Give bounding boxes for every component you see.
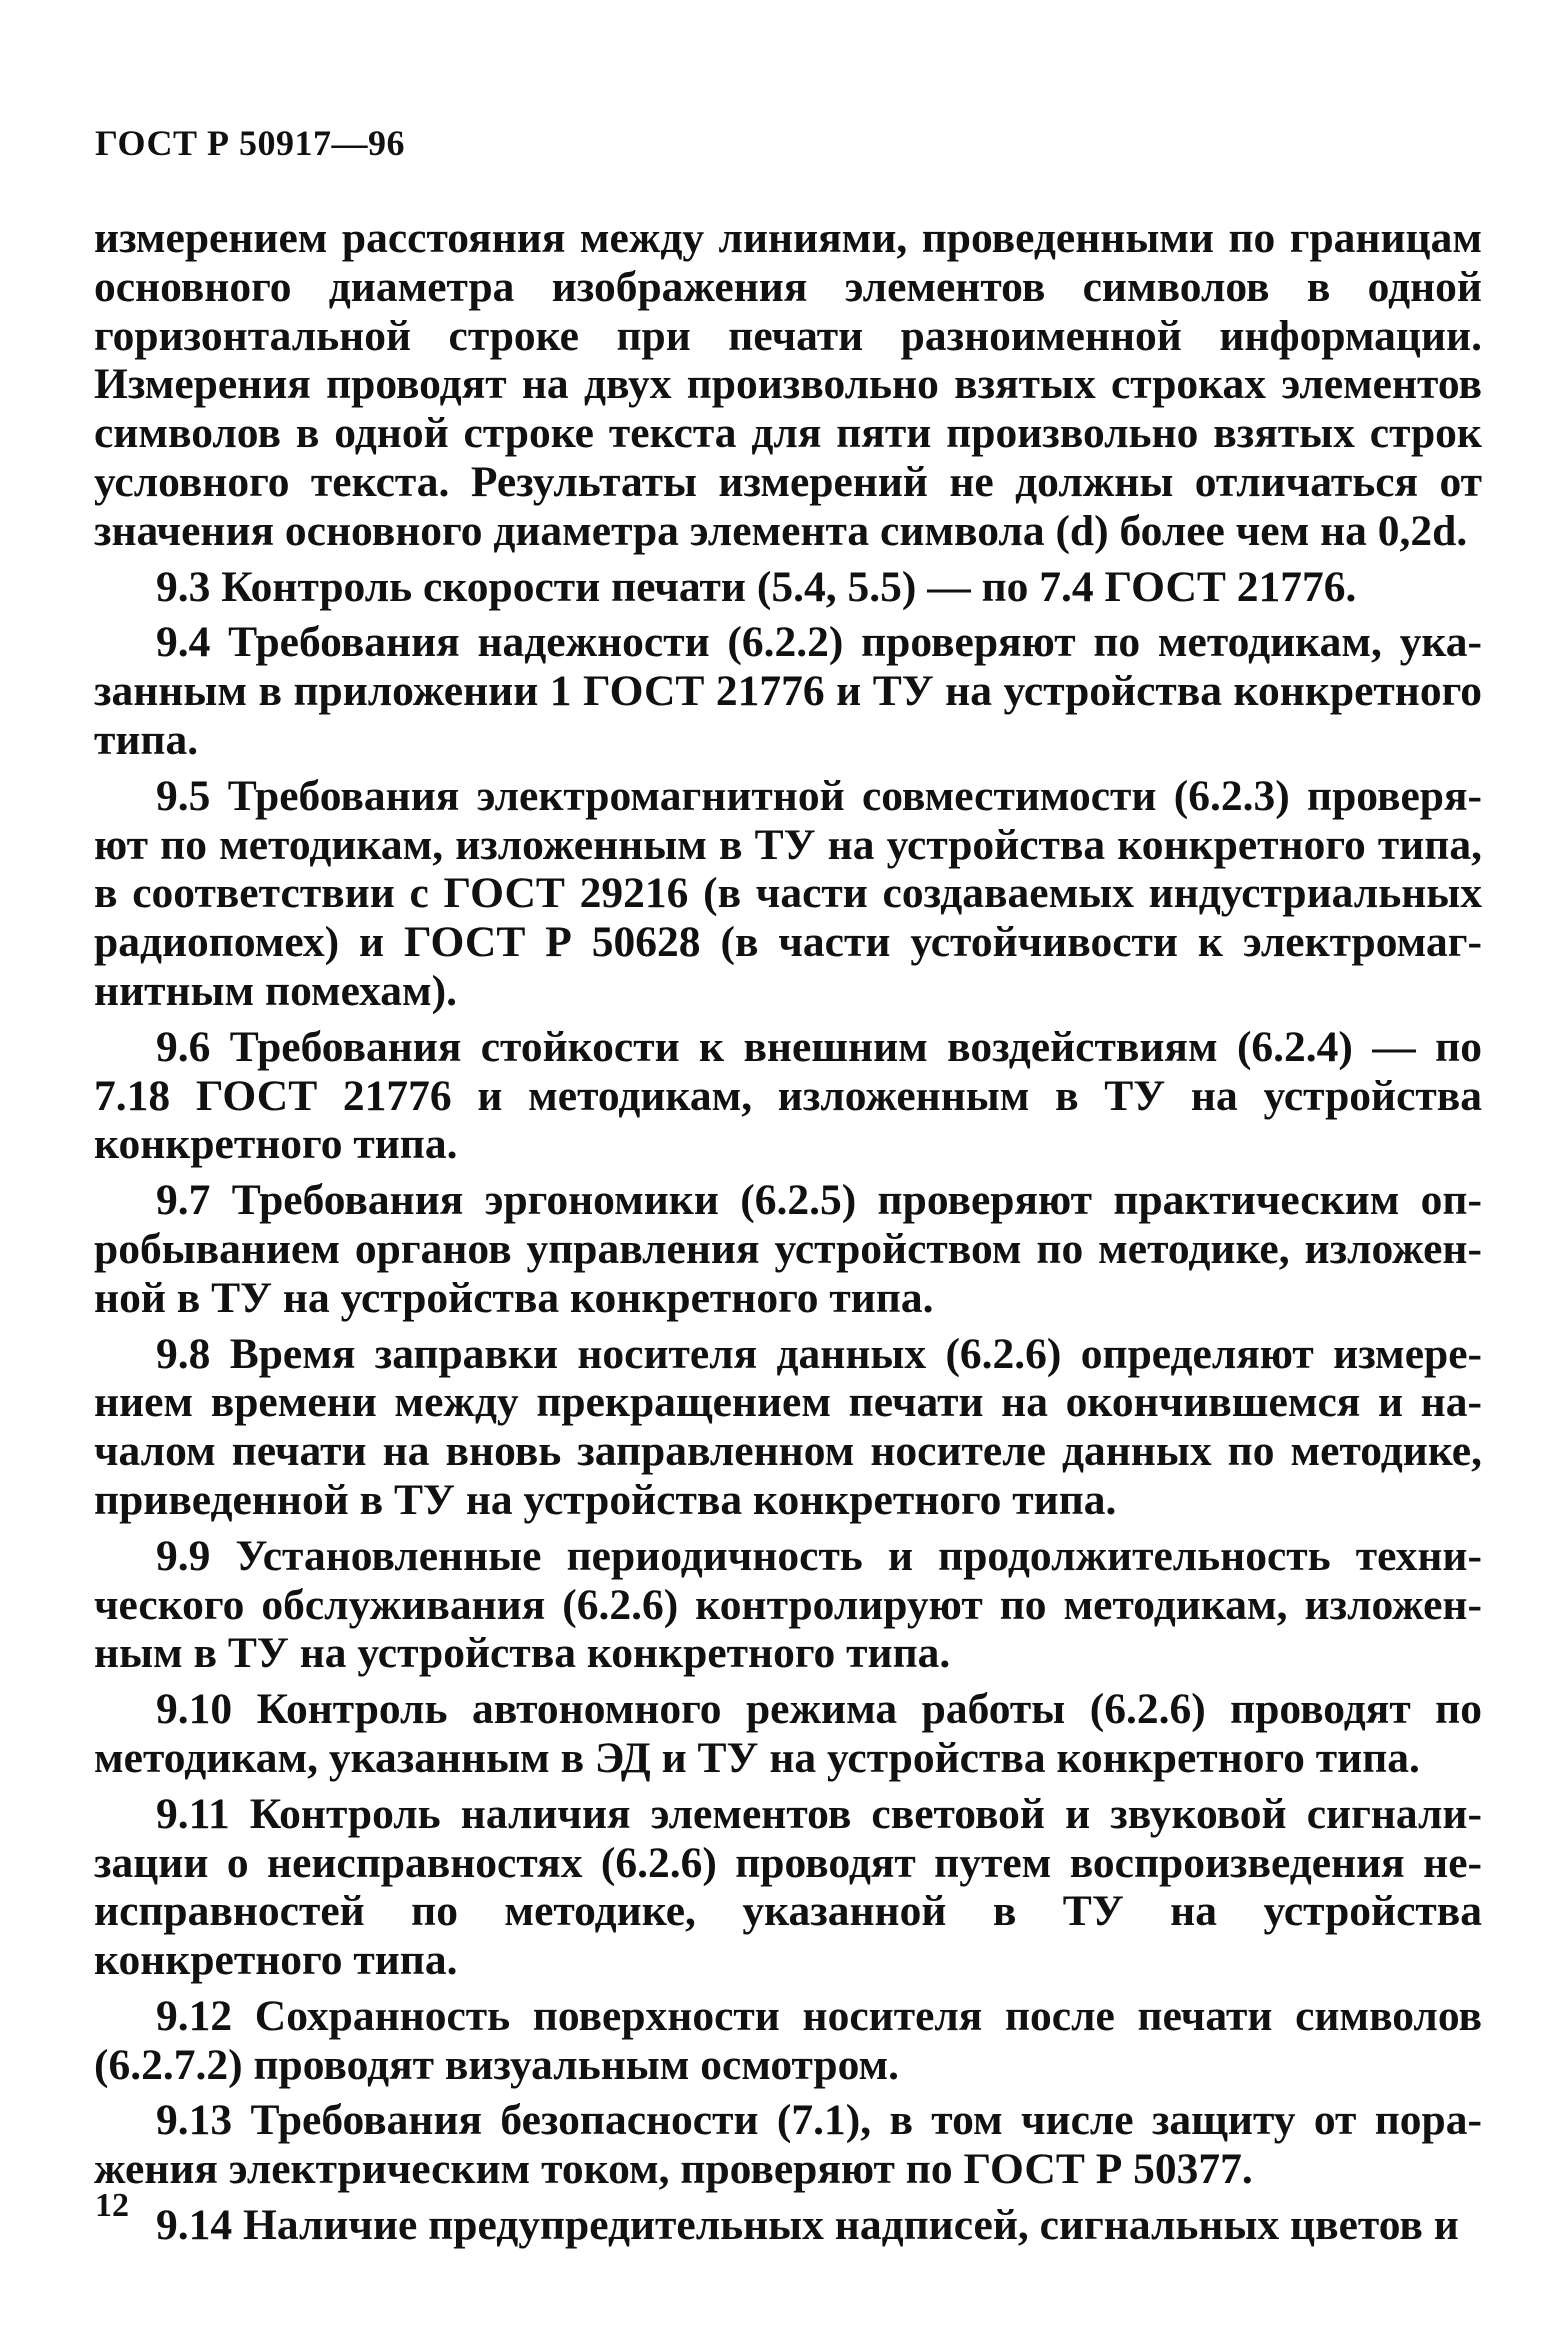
document-body	[94, 214, 1482, 2257]
paragraph-9-11: 9.11 Контроль наличия элементов световой и звуковой сигнализации о неисправностях (6.2.6) проводят путем воспроизведения неисправностей по методике, указанной в ТУ на устройства конкретного типа.	[94, 1789, 1482, 1985]
paragraph-9-10: 9.10 Контроль автономного режима работы (6.2.6) проводят по методикам, указанным в ЭД и ТУ на устройства конкретного типа.	[94, 1685, 1482, 1782]
document-header: ГОСТ Р 50917—96	[95, 123, 405, 163]
paragraph-9-13: 9.13 Требования безопасности (7.1), в том числе защиту от поражения электрическим током, проверяют по ГОСТ Р 50377.	[94, 2096, 1482, 2194]
paragraph-9-7: 9.7 Требования эргономики (6.2.5) проверяют практическим опробыванием органов управления устройством по методике, изложенной в ТУ на устройства конкретного типа.	[94, 1176, 1482, 1322]
paragraph-9-6: 9.6 Требования стойкости к внешним воздействиям (6.2.4) — по 7.18 ГОСТ 21776 и методикам, изложенным в ТУ на устройства конкретного типа.	[94, 1022, 1482, 1169]
paragraph-9-4: 9.4 Требования надежности (6.2.2) проверяют по методикам, указанным в приложении 1 ГОСТ 21776 и ТУ на устройства конкретного типа.	[94, 618, 1482, 764]
paragraph-9-9: 9.9 Установленные периодичность и продолжительность технического обслуживания (6.2.6) контролируют по методикам, изложенным в ТУ на устройства конкретного типа.	[94, 1531, 1482, 1678]
paragraph-9-3: 9.3 Контроль скорости печати (5.4, 5.5) — по 7.4 ГОСТ 21776.	[156, 562, 1357, 611]
paragraph-9-14: 9.14 Наличие предупредительных надписей, сигнальных цветов и	[156, 2201, 1459, 2250]
paragraph-9-12: 9.12 Сохранность поверхности носителя после печати символов (6.2.7.2) проводят визуальным осмотром.	[94, 1991, 1482, 2089]
paragraph-9-8: 9.8 Время заправки носителя данных (6.2.6) определяют измерением времени между прекращением печати на окончившемся и началом печати на вновь заправленном носителе данных по методике, приведенной в ТУ на устройства конкретного типа.	[94, 1329, 1482, 1524]
paragraph-9-5: 9.5 Требования электромагнитной совместимости (6.2.3) проверяют по методикам, изложенным в ТУ на устройства конкретного типа, в соответствии с ГОСТ 29216 (в части создаваемых индустриальных радиопомех) и ГОСТ Р 50628 (в части устойчивости к электромагнитным помехам).	[94, 771, 1482, 1015]
paragraph-continuation: измерением расстояния между линиями, проведенными по границам основного диаметра изображения элементов символов в одной горизонтальной строке при печати разноименной информации. Измерения проводят на двух произвольно взятых строках элементов символов в одной строке текста для пяти произвольно взятых строк условного текста. Результаты измерений не должны отличаться от значения основного диаметра элемента символа (d) более чем на 0,2d.	[94, 214, 1482, 555]
page-number: 12	[95, 2187, 129, 2224]
